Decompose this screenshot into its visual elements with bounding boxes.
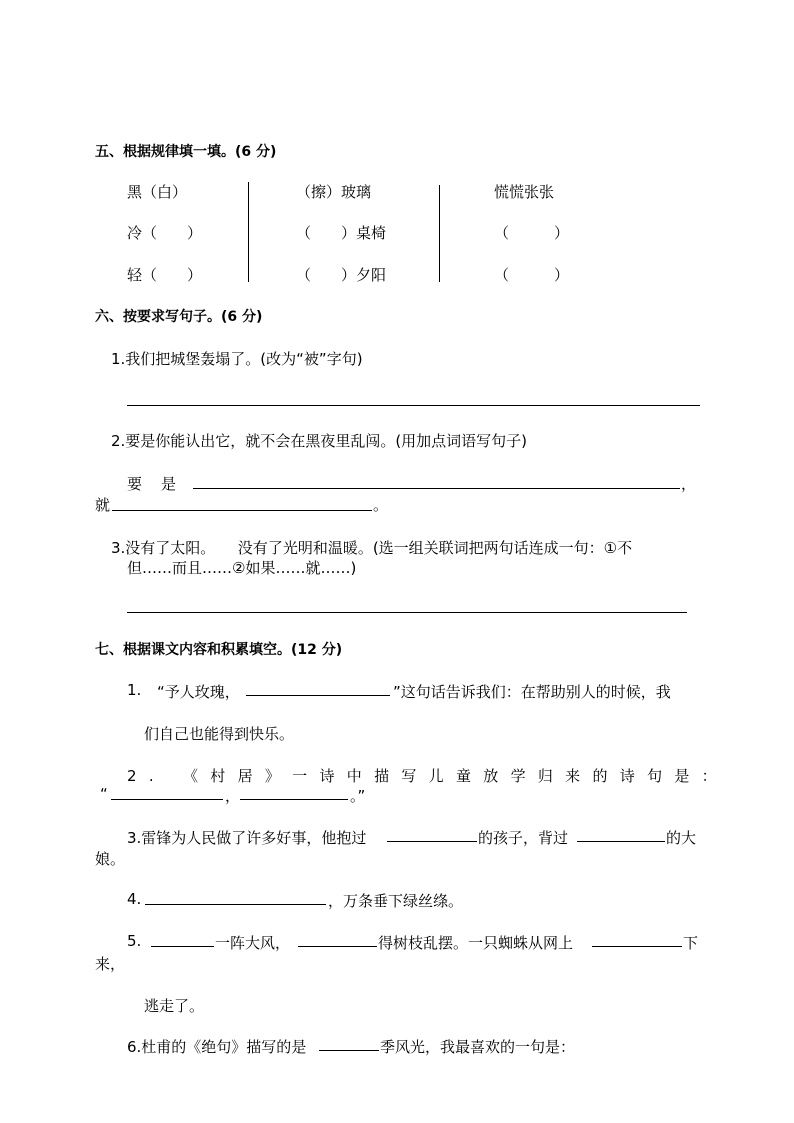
section-5-title: 五、根据规律填一填。(6 分) xyxy=(95,144,277,160)
question-text: 一阵大风， xyxy=(215,934,291,952)
pattern-item: 慌慌张张 xyxy=(494,183,555,201)
punctuation: 。” xyxy=(350,787,366,805)
question-text: 的大 xyxy=(666,829,697,847)
keyword-yao: 要 xyxy=(127,475,143,493)
question-text: ”这句话告诉我们：在帮助别人的时候，我 xyxy=(393,683,671,701)
question-text: 但……而且……②如果……就……) xyxy=(127,559,357,577)
section-6-title: 六、按要求写句子。(6 分) xyxy=(95,309,263,325)
column-divider xyxy=(248,182,249,282)
question-text: ，万条垂下绿丝绦。 xyxy=(328,892,464,910)
question-text: 们自己也能得到快乐。 xyxy=(144,725,295,743)
pattern-blank[interactable]: 轻（ ） xyxy=(127,266,203,284)
question-text: 季风光，我最喜欢的一句是： xyxy=(380,1038,576,1056)
pattern-item: （擦）玻璃 xyxy=(296,183,372,201)
keyword-jiu: 就 xyxy=(95,496,111,514)
pattern-blank[interactable]: （ ）夕阳 xyxy=(296,266,387,284)
answer-line[interactable] xyxy=(246,695,390,696)
question-text: 逃走了。 xyxy=(144,997,205,1015)
question-text: 2.要是你能认出它，就不会在黑夜里乱闯。(用加点词语写句子) xyxy=(111,432,528,450)
answer-line[interactable] xyxy=(151,946,214,947)
question-number: 5. xyxy=(127,932,142,950)
column-divider xyxy=(439,185,440,282)
question-text: 2. 《村居》一诗中描写儿童放学归来的诗句是： xyxy=(127,767,729,785)
answer-line[interactable] xyxy=(240,799,348,800)
answer-line[interactable] xyxy=(298,946,377,947)
answer-line[interactable] xyxy=(577,841,665,842)
answer-line[interactable] xyxy=(319,1050,379,1051)
question-number: 1. xyxy=(127,681,142,699)
question-text: 6.杜甫的《绝句》描写的是 xyxy=(127,1038,307,1056)
question-text: 的孩子，背过 xyxy=(478,829,569,847)
pattern-blank[interactable]: 冷（ ） xyxy=(127,224,203,242)
keyword-shi: 是 xyxy=(161,475,177,493)
question-text: 3.雷锋为人民做了许多好事，他抱过 xyxy=(127,829,367,847)
pattern-blank[interactable]: （ ） xyxy=(494,266,570,284)
pattern-blank[interactable]: （ ） xyxy=(494,224,570,242)
question-text: 得树枝乱摆。一只蜘蛛从网上 xyxy=(378,934,574,952)
pattern-blank[interactable]: （ ）桌椅 xyxy=(296,224,387,242)
answer-line[interactable] xyxy=(145,904,326,905)
question-text: 来， xyxy=(95,955,126,973)
question-number: 4. xyxy=(127,890,142,908)
punctuation: ， xyxy=(225,787,241,805)
answer-line[interactable] xyxy=(193,488,680,489)
section-7-title: 七、根据课文内容和积累填空。(12 分) xyxy=(95,642,343,658)
question-text: 娘。 xyxy=(95,850,126,868)
answer-line[interactable] xyxy=(592,946,682,947)
question-text: 下 xyxy=(683,934,699,952)
question-text: “予人玫瑰， xyxy=(157,683,240,701)
answer-line[interactable] xyxy=(387,841,477,842)
answer-line[interactable] xyxy=(112,510,372,511)
punctuation: “ xyxy=(100,785,108,803)
answer-line[interactable] xyxy=(111,799,223,800)
punctuation: ， xyxy=(681,475,697,493)
answer-line[interactable] xyxy=(127,405,700,406)
pattern-item: 黑（白） xyxy=(127,183,188,201)
question-text: 3.没有了太阳。 没有了光明和温暖。(选一组关联词把两句话连成一句：①不 xyxy=(111,539,633,557)
answer-line[interactable] xyxy=(127,612,687,613)
punctuation: 。 xyxy=(373,496,389,514)
question-text: 1.我们把城堡轰塌了。(改为“被”字句) xyxy=(111,350,363,368)
